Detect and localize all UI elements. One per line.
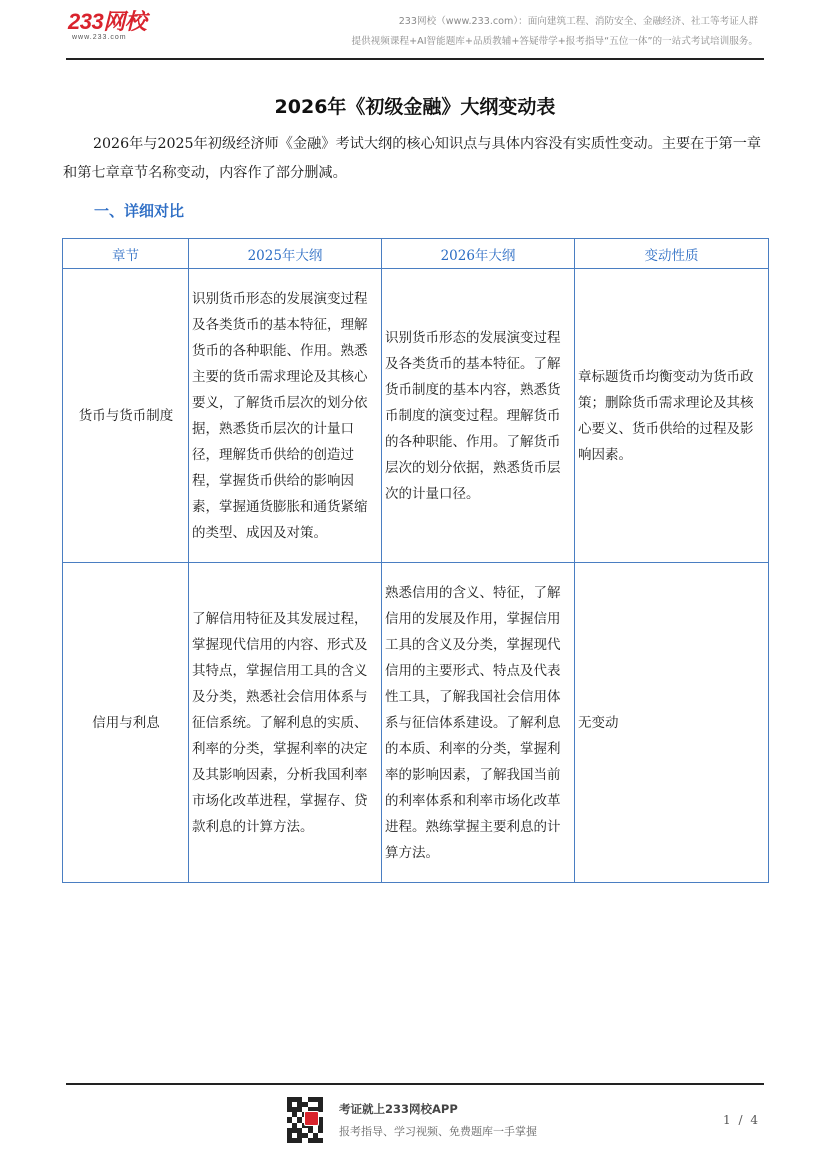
outline-2026-cell: 熟悉信用的含义、特征，了解信用的发展及作用，掌握信用工具的含义及分类，掌握现代信用的主要形式、特点及代表性工具，了解我国社会信用体系与征信体系建设。了解利息的本质、利率的分类，掌握利率的影响因素，了解我国当前的利率体系和利率市场化改革进程。熟练掌握主要利息的计算方法。: [382, 563, 575, 883]
table-header-row: [63, 239, 769, 269]
header-change-type: 变动性质: [575, 239, 769, 269]
header-line-1: 233网校（www.233.com）：面向建筑工程、消防安全、金融经济、社工等考证人群: [398, 16, 758, 27]
footer-app-title[interactable]: 考证就上233网校APP: [339, 1102, 458, 1116]
site-logo[interactable]: [68, 10, 146, 42]
change-cell: 无变动: [575, 563, 769, 883]
chapter-cell: 货币与货币制度: [63, 269, 189, 563]
intro-paragraph: 2026年与2025年初级经济师《金融》考试大纲的核心知识点与具体内容没有实质性变动。主要在于第一章和第七章章节名称变动，内容作了部分删减。: [63, 136, 762, 181]
qr-logo-badge: [304, 1111, 319, 1126]
page-header: [0, 0, 830, 62]
table-row: [63, 563, 769, 883]
comparison-table: [62, 238, 769, 883]
outline-2026-cell: 识别货币形态的发展演变过程及各类货币的基本特征。了解货币制度的基本内容，熟悉货币制度的演变过程。理解货币的各种职能、作用。了解货币层次的划分依据，熟悉货币层次的计量口径。: [382, 269, 575, 563]
page-number: 1 / 4: [723, 1113, 760, 1127]
table-row: [63, 269, 769, 563]
chapter-cell: 信用与利息: [63, 563, 189, 883]
header-outline-2026: 2026年大纲: [382, 239, 575, 269]
document-title: 2026年《初级金融》大纲变动表: [274, 96, 556, 118]
change-cell: 章标题货币均衡变动为货币政策；删除货币需求理论及其核心要义、货币供给的过程及影响因素。: [575, 269, 769, 563]
logo-text: 233网校: [68, 9, 147, 34]
outline-2025-cell: 识别货币形态的发展演变过程及各类货币的基本特征，理解货币的各种职能、作用。熟悉主要的货币需求理论及其核心要义，了解货币层次的划分依据，熟悉货币层次的计量口径，理解货币供给的创造过程，掌握货币供给的影响因素，掌握通货膨胀和通货紧缩的类型、成因及对策。: [189, 269, 382, 563]
logo-url: www.233.com: [72, 34, 127, 41]
footer-divider: [66, 1083, 764, 1085]
outline-2025-cell: 了解信用特征及其发展过程，掌握现代信用的内容、形式及其特点，掌握信用工具的含义及分类，熟悉社会信用体系与征信系统。了解利息的实质、利率的分类，掌握利率的决定及其影响因素，分析我国利率市场化改革进程，掌握存、贷款利息的计算方法。: [189, 563, 382, 883]
header-line-2: 提供视频课程+AI智能题库+品质教辅+答疑带学+报考指导“五位一体”的一站式考试培训服务。: [351, 36, 758, 47]
section-heading: 一、详细对比: [94, 202, 185, 220]
header-chapter: 章节: [63, 239, 189, 269]
header-outline-2025: 2025年大纲: [189, 239, 382, 269]
header-tagline: [288, 12, 758, 52]
header-divider: [66, 58, 764, 60]
footer-app-subtitle: 报考指导、学习视频、免费题库一手掌握: [339, 1125, 537, 1138]
